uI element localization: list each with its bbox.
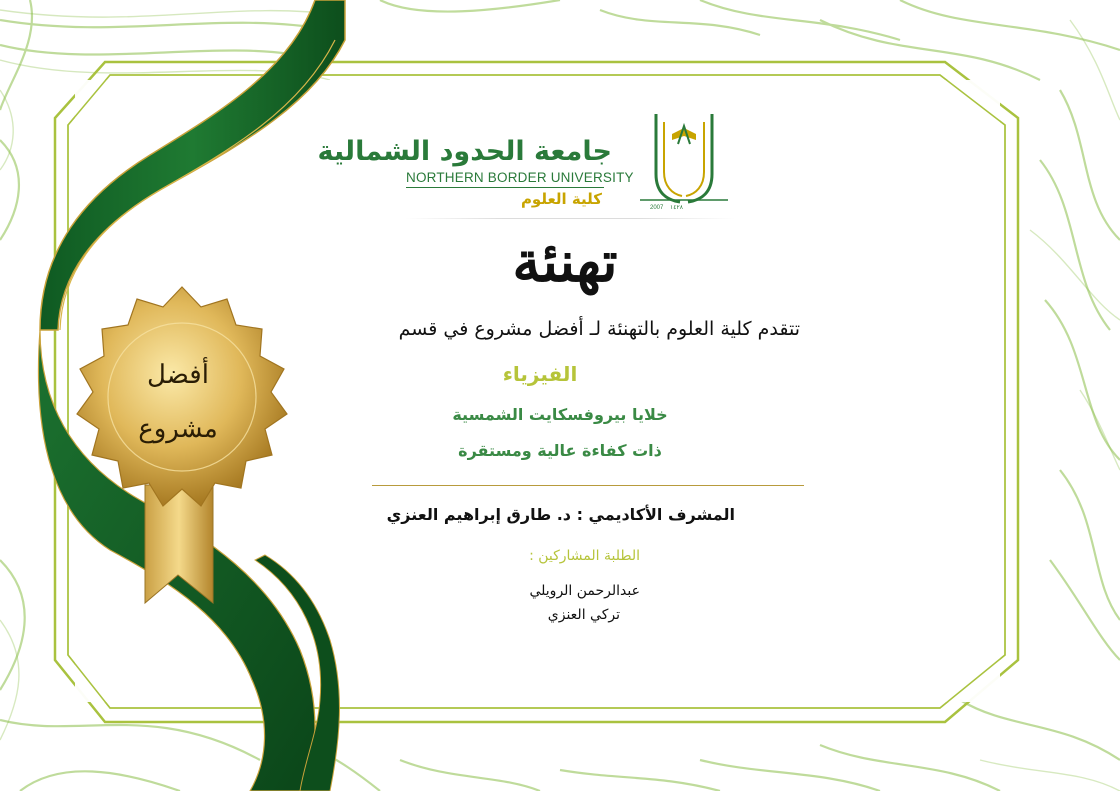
- certificate-title: تهنئة: [512, 229, 618, 295]
- header-divider: [405, 218, 735, 219]
- department-name: الفيزياء: [502, 362, 578, 386]
- project-title-line2: ذات كفاءة عالية ومستقرة: [458, 441, 662, 460]
- student-name: عبدالرحمن الرويلي: [529, 583, 640, 599]
- svg-text:2007 _ ١٤٢٨: 2007 _ ١٤٢٨: [650, 205, 683, 210]
- student-name: تركي العنزي: [547, 607, 620, 623]
- project-title-line1: خلايا بيروفسكايت الشمسية: [452, 405, 668, 424]
- college-name: كلية العلوم: [520, 190, 602, 208]
- university-header: [317, 110, 740, 216]
- section-divider: [372, 485, 804, 486]
- academic-supervisor: المشرف الأكاديمي : د. طارق إبراهيم العنزي: [386, 505, 735, 524]
- students-label: الطلبة المشاركين :: [529, 548, 640, 564]
- medal-text-best: أفضل: [147, 360, 209, 390]
- medal-text-project: مشروع: [138, 414, 218, 444]
- university-logo-icon: [636, 114, 732, 210]
- certificate-intro: تتقدم كلية العلوم بالتهنئة لـ أفضل مشروع في قسم: [398, 318, 800, 340]
- university-name-arabic: جامعة الحدود الشمالية: [317, 136, 612, 167]
- university-name-english: NORTHERN BORDER UNIVERSITY: [406, 170, 634, 185]
- university-name-underline: [406, 187, 604, 188]
- best-project-medal: [55, 285, 310, 605]
